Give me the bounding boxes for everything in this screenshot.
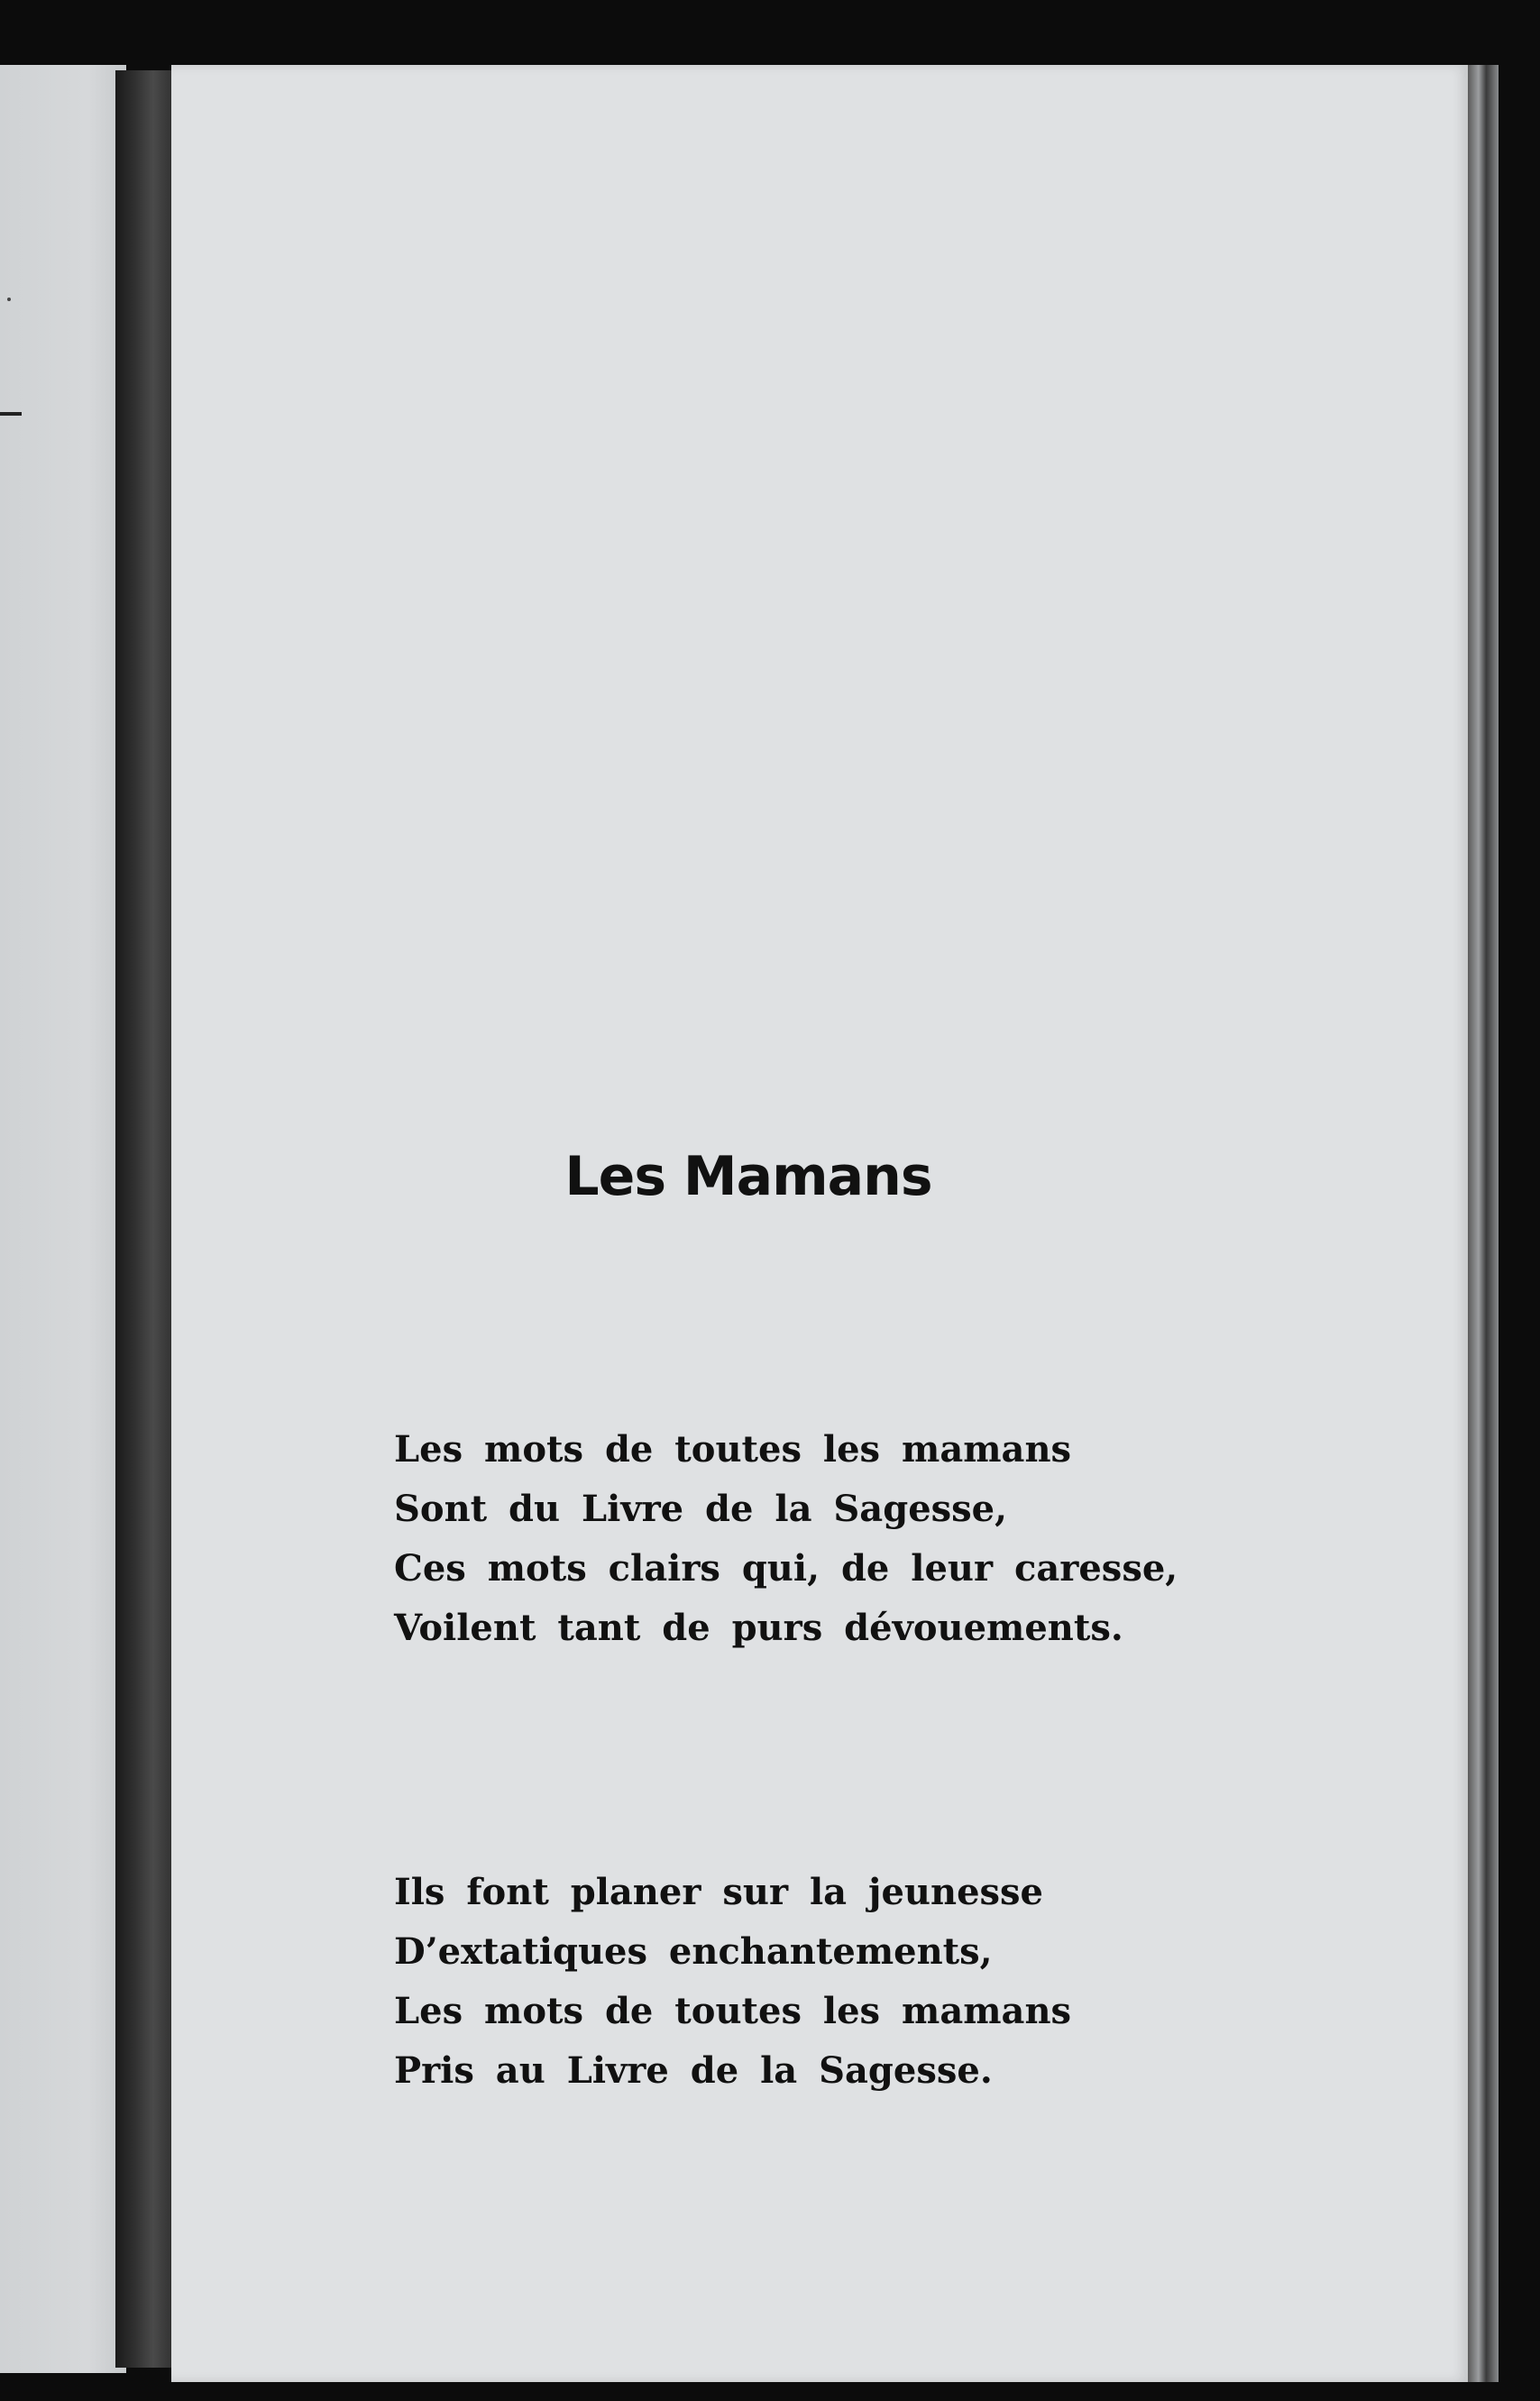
verse-line: Ils font planer sur la jeunesse bbox=[394, 1871, 1043, 1913]
verse-line: Ces mots clairs qui, de leur caresse, bbox=[394, 1547, 1178, 1590]
poem-title: Les Mamans bbox=[564, 1145, 932, 1208]
page-mark bbox=[0, 412, 22, 416]
verse-line: Sont du Livre de la Sagesse, bbox=[394, 1488, 1008, 1530]
page-dot bbox=[7, 298, 11, 301]
stanza-1 bbox=[394, 1420, 1178, 1658]
verse-line: Voilent tant de purs dévouements. bbox=[394, 1607, 1123, 1649]
verse-line: Les mots de toutes les mamans bbox=[394, 1990, 1072, 2032]
left-page-edge bbox=[0, 65, 126, 2373]
verse-line: D’extatiques enchantements, bbox=[394, 1930, 993, 1973]
book-gutter bbox=[115, 70, 179, 2368]
page-edge bbox=[1468, 65, 1499, 2382]
stanza-2 bbox=[394, 1863, 1071, 2101]
verse-line: Pris au Livre de la Sagesse. bbox=[394, 2049, 993, 2092]
verse-line: Les mots de toutes les mamans bbox=[394, 1428, 1072, 1471]
